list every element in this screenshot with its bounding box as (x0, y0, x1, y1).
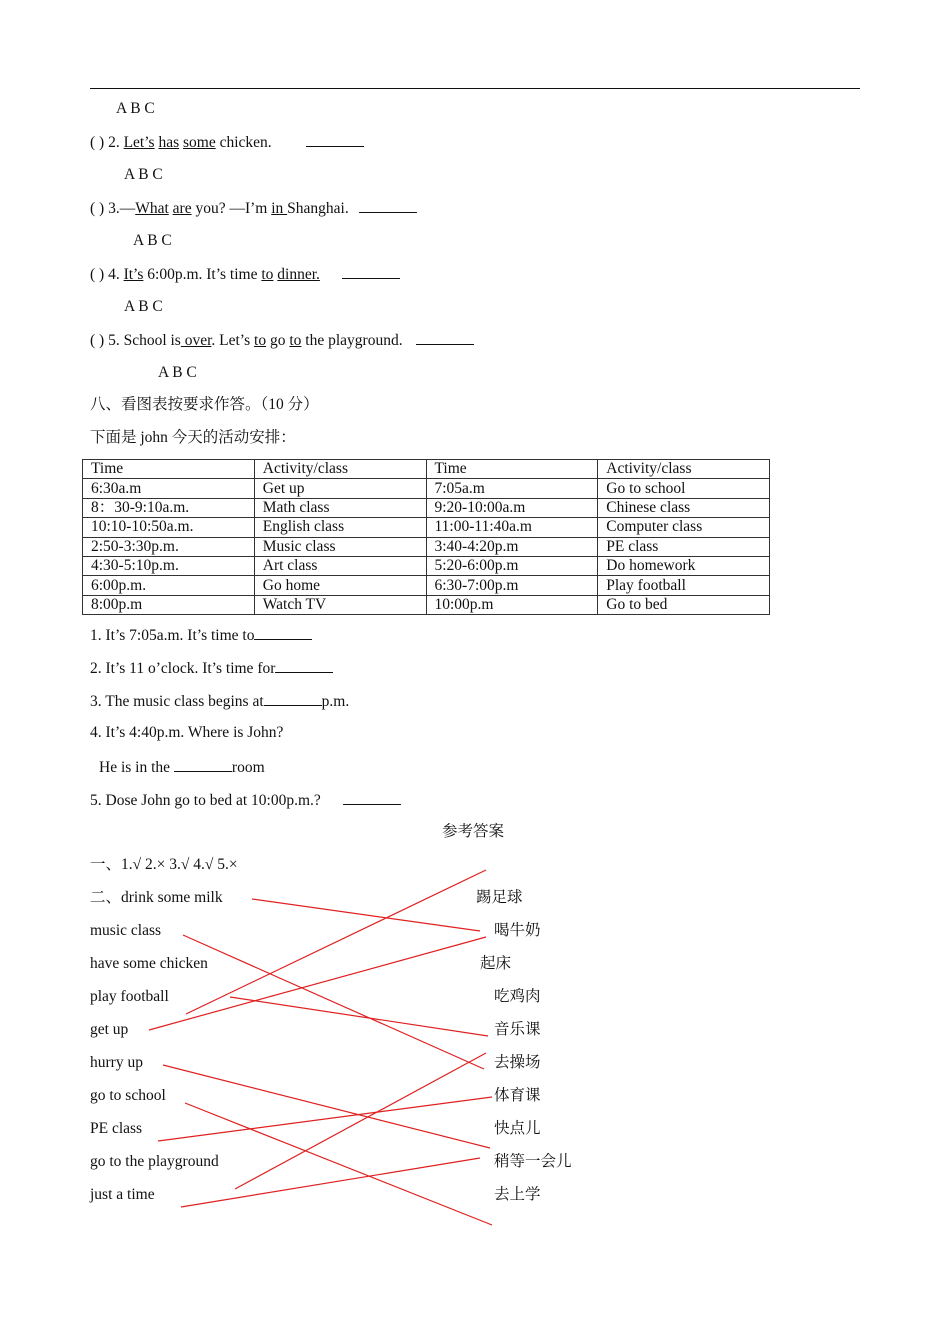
table-cell: Go to school (598, 479, 770, 498)
matching-right-item: 踢足球 (476, 889, 523, 906)
matching-left-item: go to the playground (90, 1153, 219, 1170)
table-cell: Math class (254, 498, 426, 517)
matching-right-item: 去操场 (494, 1054, 541, 1071)
matching-line (158, 1097, 492, 1141)
table-cell: 6:30a.m (83, 479, 255, 498)
matching-line (181, 1158, 480, 1207)
question-5: ( ) 5. School is over. Let’s to go to the playground. (90, 330, 474, 351)
table-cell: Do homework (598, 556, 770, 575)
table-question-2: 2. It’s 11 o’clock. It’s time for (90, 658, 333, 679)
matching-line (186, 870, 486, 1014)
matching-left-item: 二、drink some milk (90, 889, 223, 906)
table-cell: Get up (254, 479, 426, 498)
table-cell: 8:00p.m (83, 595, 255, 614)
matching-line (183, 935, 484, 1069)
table-question-5: 5. Dose John go to bed at 10:00p.m.? (90, 790, 401, 811)
matching-left-item: hurry up (90, 1054, 143, 1071)
section-8-intro: 下面是 john 今天的活动安排： (90, 429, 296, 446)
table-cell: Computer class (598, 518, 770, 537)
table-cell: Art class (254, 556, 426, 575)
matching-line (230, 997, 488, 1036)
table-question-3: 3. The music class begins at p.m. (90, 693, 350, 710)
table-cell: Time (426, 460, 598, 479)
question-2: ( ) 2. Let’s has some chicken. (90, 132, 364, 153)
q1-option-letters: A B C (116, 100, 155, 117)
table-cell: 2:50-3:30p.m. (83, 537, 255, 556)
table-cell: 5:20-6:00p.m (426, 556, 598, 575)
table-cell: Play football (598, 576, 770, 595)
q2-option-letters: A B C (124, 166, 163, 183)
answers-title: 参考答案 (442, 823, 505, 840)
table-cell: 11:00-11:40a.m (426, 518, 598, 537)
table-cell: Go to bed (598, 595, 770, 614)
matching-right-item: 吃鸡肉 (494, 988, 541, 1005)
matching-left-item: have some chicken (90, 955, 208, 972)
matching-left-item: just a time (90, 1186, 155, 1203)
table-cell: Watch TV (254, 595, 426, 614)
q5-option-letters: A B C (158, 364, 197, 381)
table-cell: English class (254, 518, 426, 537)
matching-left-item: PE class (90, 1120, 143, 1137)
table-cell: Music class (254, 537, 426, 556)
table-cell: 3:40-4:20p.m (426, 537, 598, 556)
table-cell: 6:00p.m. (83, 576, 255, 595)
matching-right-item: 体育课 (494, 1087, 541, 1104)
matching-left-item: go to school (90, 1087, 166, 1104)
table-cell: Go home (254, 576, 426, 595)
matching-line (252, 899, 480, 931)
matching-right-item: 稍等一会儿 (494, 1153, 572, 1170)
answers-part-1: 一、1.√ 2.× 3.√ 4.√ 5.× (90, 856, 238, 873)
matching-right-item: 音乐课 (494, 1021, 541, 1038)
section-8-title: 八、看图表按要求作答。（10 分） (90, 396, 319, 413)
table-cell: PE class (598, 537, 770, 556)
question-4: ( ) 4. It’s 6:00p.m. It’s time to dinner. (90, 264, 400, 285)
table-question-4: 4. It’s 4:40p.m. Where is John? (90, 724, 284, 741)
matching-right-item: 去上学 (494, 1186, 541, 1203)
matching-line (235, 1053, 486, 1189)
table-cell: 10:10-10:50a.m. (83, 518, 255, 537)
table-question-4-answer: He is in the room (99, 759, 265, 776)
table-cell: 7:05a.m (426, 479, 598, 498)
table-cell: Activity/class (598, 460, 770, 479)
q4-option-letters: A B C (124, 298, 163, 315)
table-cell: 8：30-9:10a.m. (83, 498, 255, 517)
matching-left-item: get up (90, 1021, 129, 1038)
matching-right-item: 喝牛奶 (494, 922, 541, 939)
table-cell: 9:20-10:00a.m (426, 498, 598, 517)
table-cell: 10:00p.m (426, 595, 598, 614)
question-3: ( ) 3.—What are you? —I’m in Shanghai. (90, 198, 417, 219)
table-question-1: 1. It’s 7:05a.m. It’s time to (90, 625, 312, 646)
table-cell: 4:30-5:10p.m. (83, 556, 255, 575)
matching-right-item: 快点儿 (494, 1120, 541, 1137)
table-cell: Time (83, 460, 255, 479)
matching-left-item: play football (90, 988, 169, 1005)
table-cell: Chinese class (598, 498, 770, 517)
matching-left-item: music class (90, 922, 162, 939)
table-cell: Activity/class (254, 460, 426, 479)
matching-right-item: 起床 (480, 955, 512, 972)
table-cell: 6:30-7:00p.m (426, 576, 598, 595)
q3-option-letters: A B C (133, 232, 172, 249)
